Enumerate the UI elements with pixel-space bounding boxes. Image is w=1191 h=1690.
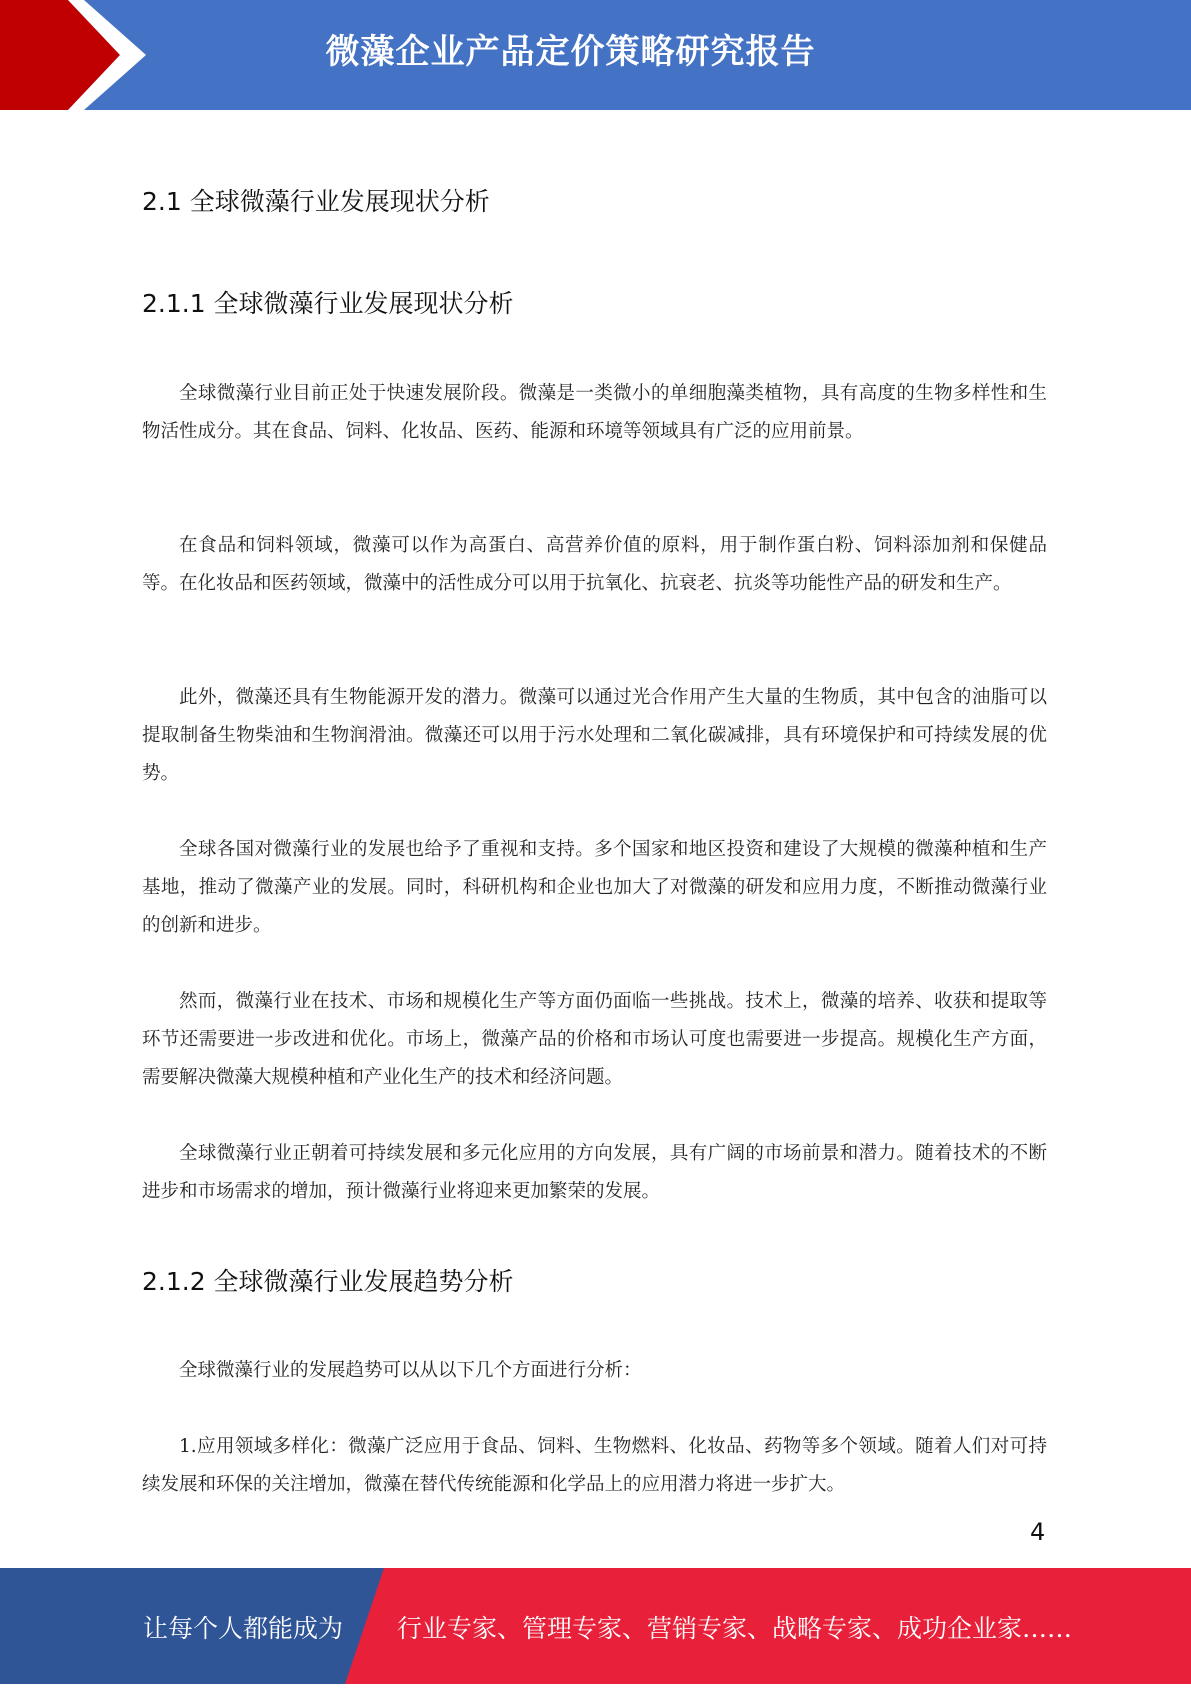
paragraph: 然而，微藻行业在技术、市场和规模化生产等方面仍面临一些挑战。技术上，微藻的培养、收获和提取等环节还需要进一步改进和优化。市场上，微藻产品的价格和市场认可度也需要进一步提高。规模化生产方面，需要解决微藻大规模种植和产业化生产的技术和经济问题。 bbox=[142, 991, 1047, 1088]
footer-slogan-right: 行业专家、管理专家、营销专家、战略专家、成功企业家…… bbox=[397, 1614, 1073, 1643]
paragraph: 此外，微藻还具有生物能源开发的潜力。微藻可以通过光合作用产生大量的生物质，其中包含的油脂可以提取制备生物柴油和生物润滑油。微藻还可以用于污水处理和二氧化碳减排，具有环境保护和可持续发展的优势。 bbox=[142, 687, 1047, 784]
paragraph: 全球微藻行业的发展趋势可以从以下几个方面进行分析： bbox=[179, 1360, 642, 1381]
paragraph: 全球各国对微藻行业的发展也给予了重视和支持。多个国家和地区投资和建设了大规模的微藻种植和生产基地，推动了微藻产业的发展。同时，科研机构和企业也加大了对微藻的研发和应用力度，不断推动微藻行业的创新和进步。 bbox=[142, 839, 1047, 936]
page-header bbox=[0, 0, 1191, 110]
section-heading-2-1-1: 2.1.1 全球微藻行业发展现状分析 bbox=[142, 289, 514, 318]
paragraph: 全球微藻行业目前正处于快速发展阶段。微藻是一类微小的单细胞藻类植物，具有高度的生物多样性和生物活性成分。其在食品、饲料、化妆品、医药、能源和环境等领域具有广泛的应用前景。 bbox=[142, 383, 1047, 442]
paragraph: 1.应用领域多样化：微藻广泛应用于食品、饲料、生物燃料、化妆品、药物等多个领域。随着人们对可持续发展和环保的关注增加，微藻在替代传统能源和化学品上的应用潜力将进一步扩大。 bbox=[142, 1436, 1047, 1495]
paragraph: 在食品和饲料领域，微藻可以作为高蛋白、高营养价值的原料，用于制作蛋白粉、饲料添加剂和保健品等。在化妆品和医药领域，微藻中的活性成分可以用于抗氧化、抗衰老、抗炎等功能性产品的研发和生产。 bbox=[142, 535, 1047, 594]
report-title: 微藻企业产品定价策略研究报告 bbox=[325, 32, 816, 72]
section-heading-2-1-2: 2.1.2 全球微藻行业发展趋势分析 bbox=[142, 1267, 514, 1296]
footer-slogan-left: 让每个人都能成为 bbox=[143, 1614, 344, 1643]
section-heading-2-1: 2.1 全球微藻行业发展现状分析 bbox=[142, 187, 490, 216]
paragraph: 全球微藻行业正朝着可持续发展和多元化应用的方向发展，具有广阔的市场前景和潜力。随着技术的不断进步和市场需求的增加，预计微藻行业将迎来更加繁荣的发展。 bbox=[142, 1143, 1047, 1202]
page-number: 4 bbox=[1030, 1518, 1046, 1546]
page-footer bbox=[0, 1568, 1191, 1684]
